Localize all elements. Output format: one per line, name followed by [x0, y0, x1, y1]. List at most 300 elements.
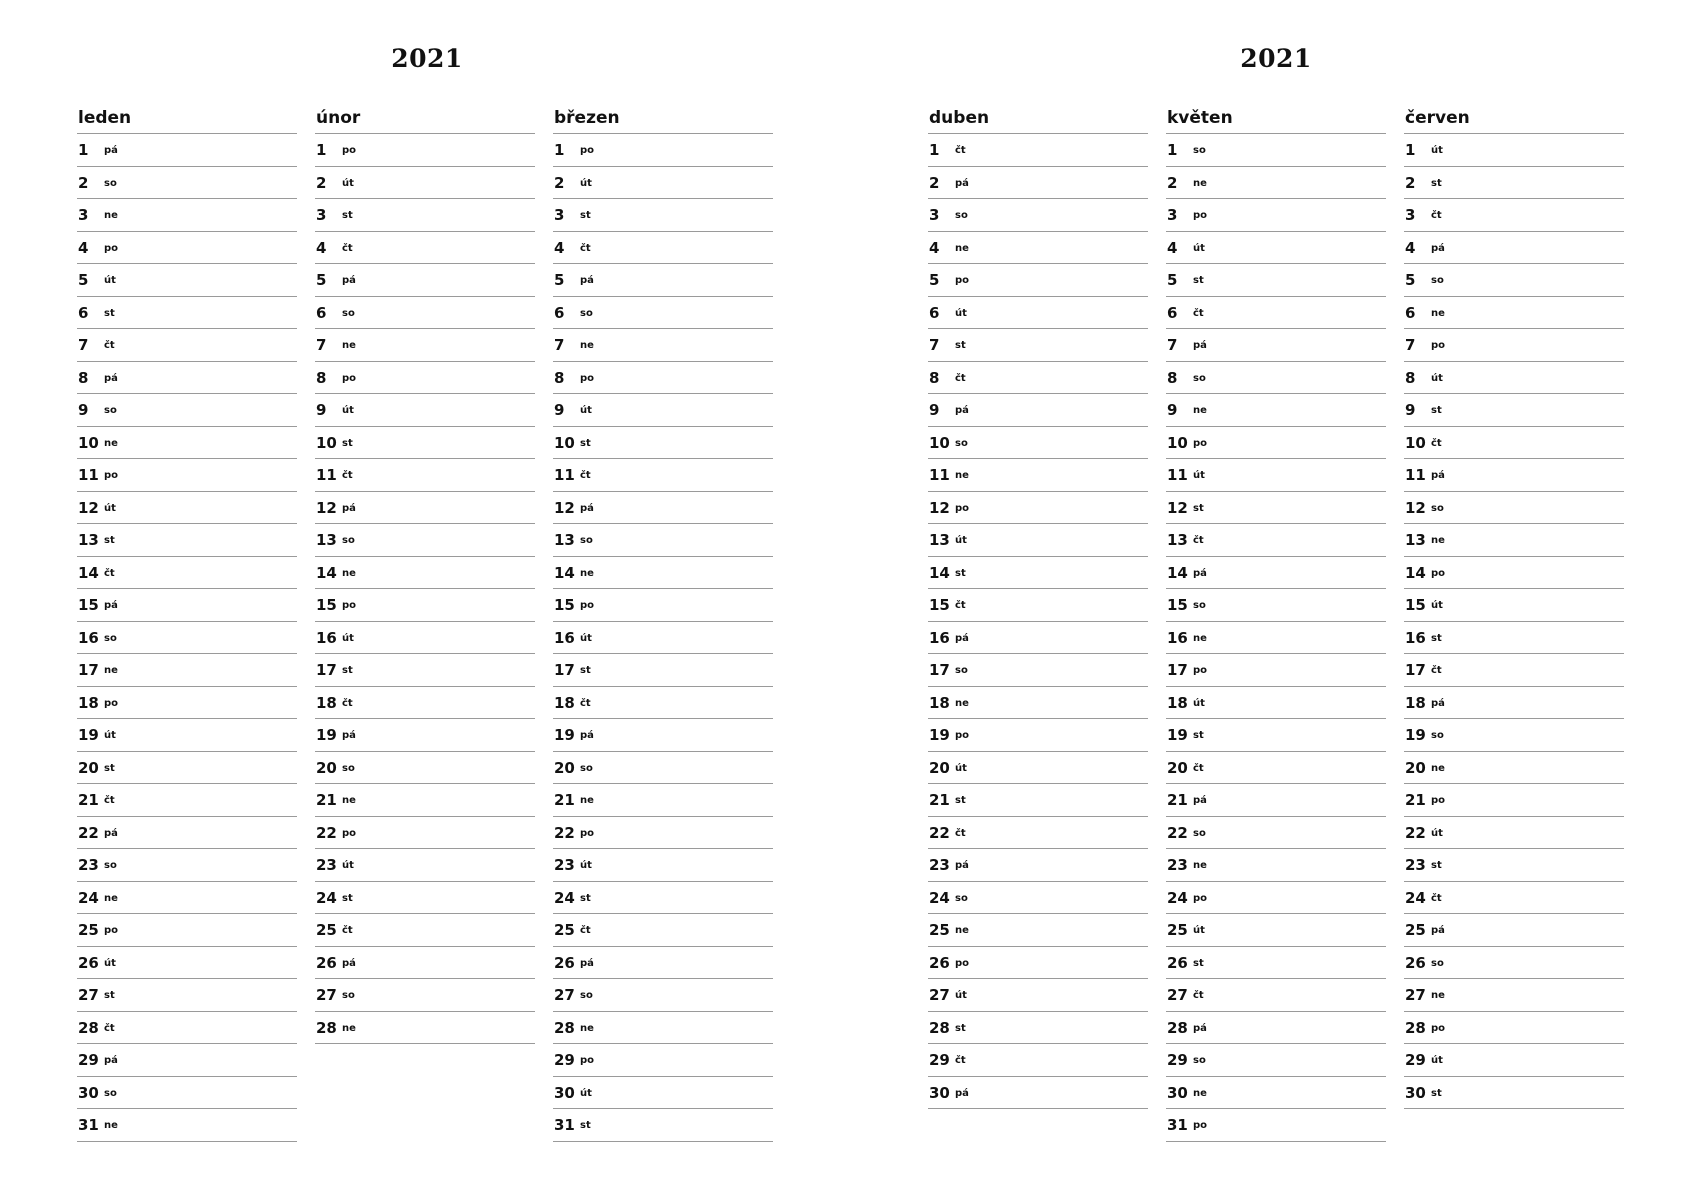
- day-row: [553, 557, 773, 590]
- day-number: 6: [1405, 303, 1416, 322]
- day-number: 31: [78, 1116, 99, 1134]
- month-column: [928, 104, 1148, 1109]
- weekday-abbreviation: st: [1431, 632, 1442, 644]
- weekday-abbreviation: čt: [1193, 307, 1204, 319]
- day-row: [1404, 362, 1624, 395]
- day-number: 15: [1405, 596, 1426, 614]
- weekday-abbreviation: ne: [580, 1022, 594, 1034]
- weekday-abbreviation: ne: [1431, 762, 1445, 774]
- weekday-abbreviation: čt: [580, 697, 591, 709]
- day-row: [1404, 524, 1624, 557]
- day-number: 19: [554, 726, 575, 744]
- weekday-abbreviation: pá: [955, 860, 969, 871]
- weekday-abbreviation: po: [342, 372, 357, 384]
- day-number: 3: [316, 206, 327, 224]
- day-number: 25: [554, 921, 575, 939]
- day-number: 24: [929, 888, 950, 907]
- day-number: 31: [554, 1116, 575, 1134]
- day-row: [928, 622, 1148, 655]
- weekday-abbreviation: so: [1431, 957, 1444, 969]
- day-number: 19: [1167, 726, 1188, 744]
- day-number: 11: [554, 466, 575, 484]
- weekday-abbreviation: út: [955, 535, 967, 546]
- day-number: 6: [316, 303, 327, 322]
- weekday-abbreviation: út: [580, 177, 592, 189]
- weekday-abbreviation: út: [1431, 372, 1443, 384]
- weekday-abbreviation: so: [1193, 600, 1206, 611]
- day-number: 30: [1405, 1083, 1426, 1102]
- weekday-abbreviation: čt: [955, 827, 966, 839]
- weekday-abbreviation: so: [104, 632, 117, 644]
- weekday-abbreviation: út: [1193, 697, 1205, 709]
- weekday-abbreviation: út: [580, 860, 592, 871]
- weekday-abbreviation: pá: [580, 957, 594, 969]
- day-number: 15: [316, 596, 337, 614]
- weekday-abbreviation: út: [580, 632, 592, 644]
- day-row: [928, 979, 1148, 1012]
- day-row: [77, 589, 297, 622]
- day-number: 16: [1167, 628, 1188, 647]
- weekday-abbreviation: pá: [104, 372, 118, 384]
- weekday-abbreviation: po: [955, 275, 970, 286]
- weekday-abbreviation: so: [342, 535, 355, 546]
- day-number: 23: [929, 856, 950, 874]
- weekday-abbreviation: pá: [1193, 795, 1207, 806]
- weekday-abbreviation: so: [104, 860, 117, 871]
- day-number: 14: [78, 563, 99, 582]
- day-row: [1166, 394, 1386, 427]
- day-row: [1166, 784, 1386, 817]
- day-row: [928, 914, 1148, 947]
- day-number: 11: [1167, 466, 1188, 484]
- day-number: 10: [554, 433, 575, 452]
- day-number: 20: [1167, 758, 1188, 777]
- weekday-abbreviation: st: [342, 437, 353, 449]
- weekday-abbreviation: po: [1431, 567, 1446, 579]
- day-number: 9: [1167, 401, 1178, 419]
- day-number: 2: [78, 173, 89, 192]
- day-row: [1404, 589, 1624, 622]
- day-number: 17: [929, 661, 950, 679]
- weekday-abbreviation: ne: [342, 340, 356, 351]
- day-number: 26: [316, 953, 337, 972]
- day-number: 3: [78, 206, 89, 224]
- day-number: 20: [316, 758, 337, 777]
- day-number: 28: [1167, 1018, 1188, 1037]
- weekday-abbreviation: po: [955, 502, 970, 514]
- day-number: 22: [929, 823, 950, 842]
- day-row: [315, 427, 535, 460]
- weekday-abbreviation: so: [1193, 827, 1206, 839]
- day-row: [315, 297, 535, 330]
- day-number: 17: [1167, 661, 1188, 679]
- day-row: [553, 459, 773, 492]
- month-name: březen: [553, 104, 773, 134]
- month-column: [77, 104, 297, 1142]
- weekday-abbreviation: út: [1193, 470, 1205, 481]
- weekday-abbreviation: st: [104, 990, 115, 1001]
- weekday-abbreviation: čt: [1431, 437, 1442, 449]
- weekday-abbreviation: út: [1193, 925, 1205, 936]
- day-number: 20: [78, 758, 99, 777]
- weekday-abbreviation: ne: [955, 697, 969, 709]
- day-number: 27: [929, 986, 950, 1004]
- day-row: [77, 264, 297, 297]
- day-row: [1404, 979, 1624, 1012]
- day-number: 22: [1405, 823, 1426, 842]
- weekday-abbreviation: pá: [580, 275, 594, 286]
- day-row: [77, 817, 297, 850]
- weekday-abbreviation: čt: [342, 242, 353, 254]
- weekday-abbreviation: ne: [104, 665, 118, 676]
- day-row: [315, 492, 535, 525]
- day-number: 28: [929, 1018, 950, 1037]
- day-row: [553, 1109, 773, 1142]
- day-number: 16: [316, 628, 337, 647]
- day-row: [77, 459, 297, 492]
- day-row: [77, 1109, 297, 1142]
- day-number: 7: [929, 336, 940, 354]
- day-row: [77, 947, 297, 980]
- weekday-abbreviation: po: [955, 730, 970, 741]
- weekday-abbreviation: pá: [104, 1055, 118, 1066]
- day-number: 18: [1167, 693, 1188, 712]
- weekday-abbreviation: po: [580, 372, 595, 384]
- day-number: 26: [929, 953, 950, 972]
- day-row: [77, 167, 297, 200]
- day-number: 5: [929, 271, 940, 289]
- day-row: [1404, 557, 1624, 590]
- day-row: [928, 264, 1148, 297]
- day-number: 1: [554, 141, 565, 159]
- weekday-abbreviation: pá: [580, 502, 594, 514]
- weekday-abbreviation: ne: [342, 795, 356, 806]
- day-row: [1404, 687, 1624, 720]
- day-row: [77, 362, 297, 395]
- day-number: 3: [929, 206, 940, 224]
- day-number: 23: [1167, 856, 1188, 874]
- weekday-abbreviation: po: [1431, 1022, 1446, 1034]
- day-number: 10: [78, 433, 99, 452]
- weekday-abbreviation: so: [1431, 502, 1444, 514]
- weekday-abbreviation: so: [580, 307, 593, 319]
- day-row: [77, 1044, 297, 1077]
- day-number: 27: [78, 986, 99, 1004]
- day-row: [1166, 264, 1386, 297]
- day-row: [928, 394, 1148, 427]
- day-number: 2: [554, 173, 565, 192]
- day-row: [1404, 849, 1624, 882]
- day-number: 13: [1167, 531, 1188, 549]
- weekday-abbreviation: st: [342, 210, 353, 221]
- weekday-abbreviation: ne: [955, 470, 969, 481]
- day-number: 2: [1167, 173, 1178, 192]
- day-row: [315, 882, 535, 915]
- weekday-abbreviation: út: [1431, 600, 1443, 611]
- weekday-abbreviation: pá: [1193, 340, 1207, 351]
- day-row: [553, 362, 773, 395]
- day-row: [928, 459, 1148, 492]
- day-number: 25: [929, 921, 950, 939]
- day-row: [315, 849, 535, 882]
- day-row: [1166, 492, 1386, 525]
- weekday-abbreviation: čt: [955, 1055, 966, 1066]
- day-row: [315, 784, 535, 817]
- day-row: [1166, 232, 1386, 265]
- weekday-abbreviation: ne: [580, 340, 594, 351]
- weekday-abbreviation: po: [342, 145, 357, 156]
- month-name: duben: [928, 104, 1148, 134]
- day-row: [77, 654, 297, 687]
- weekday-abbreviation: so: [580, 535, 593, 546]
- weekday-abbreviation: pá: [580, 730, 594, 741]
- day-number: 1: [316, 141, 327, 159]
- day-row: [315, 134, 535, 167]
- day-number: 18: [78, 693, 99, 712]
- day-number: 5: [1167, 271, 1178, 289]
- day-row: [553, 427, 773, 460]
- day-row: [1404, 459, 1624, 492]
- weekday-abbreviation: pá: [955, 632, 969, 644]
- day-number: 10: [929, 433, 950, 452]
- day-number: 17: [316, 661, 337, 679]
- day-number: 13: [316, 531, 337, 549]
- weekday-abbreviation: po: [580, 600, 595, 611]
- weekday-abbreviation: ne: [1431, 535, 1445, 546]
- weekday-abbreviation: čt: [104, 795, 115, 806]
- day-row: [553, 1044, 773, 1077]
- day-number: 22: [554, 823, 575, 842]
- day-row: [553, 947, 773, 980]
- day-row: [315, 687, 535, 720]
- weekday-abbreviation: pá: [342, 957, 356, 969]
- day-row: [553, 264, 773, 297]
- day-row: [928, 719, 1148, 752]
- weekday-abbreviation: po: [1193, 210, 1208, 221]
- weekday-abbreviation: so: [104, 177, 117, 189]
- weekday-abbreviation: st: [342, 892, 353, 904]
- weekday-abbreviation: st: [104, 307, 115, 319]
- weekday-abbreviation: út: [104, 730, 116, 741]
- day-row: [928, 752, 1148, 785]
- day-row: [928, 589, 1148, 622]
- day-row: [1404, 719, 1624, 752]
- day-row: [1166, 329, 1386, 362]
- day-row: [553, 199, 773, 232]
- weekday-abbreviation: čt: [580, 470, 591, 481]
- day-row: [928, 654, 1148, 687]
- day-number: 2: [1405, 173, 1416, 192]
- day-number: 13: [554, 531, 575, 549]
- day-row: [928, 492, 1148, 525]
- day-row: [77, 622, 297, 655]
- weekday-abbreviation: so: [955, 437, 968, 449]
- day-row: [1166, 1012, 1386, 1045]
- day-row: [1166, 1109, 1386, 1142]
- day-row: [1404, 427, 1624, 460]
- day-number: 5: [1405, 271, 1416, 289]
- day-row: [1166, 589, 1386, 622]
- weekday-abbreviation: so: [342, 990, 355, 1001]
- day-row: [1404, 167, 1624, 200]
- day-number: 4: [78, 238, 89, 257]
- weekday-abbreviation: ne: [955, 242, 969, 254]
- day-number: 16: [1405, 628, 1426, 647]
- day-row: [553, 882, 773, 915]
- day-number: 13: [929, 531, 950, 549]
- weekday-abbreviation: pá: [1431, 242, 1445, 254]
- weekday-abbreviation: pá: [342, 730, 356, 741]
- day-number: 11: [929, 466, 950, 484]
- day-number: 7: [554, 336, 565, 354]
- weekday-abbreviation: st: [580, 437, 591, 449]
- day-number: 14: [1167, 563, 1188, 582]
- weekday-abbreviation: ne: [1193, 177, 1207, 189]
- day-number: 13: [1405, 531, 1426, 549]
- day-number: 12: [316, 498, 337, 517]
- day-row: [1166, 719, 1386, 752]
- weekday-abbreviation: so: [955, 665, 968, 676]
- month-name: květen: [1166, 104, 1386, 134]
- day-row: [315, 394, 535, 427]
- day-row: [1166, 199, 1386, 232]
- weekday-abbreviation: čt: [104, 567, 115, 579]
- day-number: 6: [929, 303, 940, 322]
- weekday-abbreviation: st: [1193, 502, 1204, 514]
- day-number: 22: [316, 823, 337, 842]
- weekday-abbreviation: čt: [1193, 990, 1204, 1001]
- day-row: [1166, 362, 1386, 395]
- weekday-abbreviation: so: [104, 405, 117, 416]
- day-row: [553, 654, 773, 687]
- weekday-abbreviation: so: [1193, 372, 1206, 384]
- day-row: [315, 654, 535, 687]
- day-number: 28: [554, 1018, 575, 1037]
- day-number: 22: [1167, 823, 1188, 842]
- day-number: 9: [929, 401, 940, 419]
- day-number: 5: [554, 271, 565, 289]
- weekday-abbreviation: st: [1431, 177, 1442, 189]
- day-row: [553, 492, 773, 525]
- day-row: [77, 492, 297, 525]
- day-number: 10: [316, 433, 337, 452]
- day-row: [77, 979, 297, 1012]
- weekday-abbreviation: st: [1431, 405, 1442, 416]
- weekday-abbreviation: út: [104, 502, 116, 514]
- weekday-abbreviation: pá: [1193, 567, 1207, 579]
- weekday-abbreviation: út: [1431, 1055, 1443, 1066]
- day-number: 8: [316, 368, 327, 387]
- day-number: 19: [78, 726, 99, 744]
- weekday-abbreviation: út: [580, 1087, 592, 1099]
- day-row: [553, 134, 773, 167]
- weekday-abbreviation: ne: [342, 567, 356, 579]
- day-row: [1404, 199, 1624, 232]
- weekday-abbreviation: čt: [1193, 535, 1204, 546]
- weekday-abbreviation: po: [104, 925, 119, 936]
- day-row: [77, 849, 297, 882]
- day-row: [553, 232, 773, 265]
- day-number: 19: [929, 726, 950, 744]
- day-number: 14: [554, 563, 575, 582]
- day-number: 17: [1405, 661, 1426, 679]
- day-number: 17: [554, 661, 575, 679]
- weekday-abbreviation: pá: [1431, 925, 1445, 936]
- day-number: 12: [929, 498, 950, 517]
- day-number: 19: [316, 726, 337, 744]
- day-row: [1166, 427, 1386, 460]
- day-row: [77, 199, 297, 232]
- month-column: [553, 104, 773, 1142]
- year-title: 2021: [391, 44, 463, 73]
- day-number: 8: [929, 368, 940, 387]
- day-row: [1166, 134, 1386, 167]
- day-number: 5: [316, 271, 327, 289]
- day-number: 31: [1167, 1116, 1188, 1134]
- day-row: [315, 264, 535, 297]
- day-row: [315, 817, 535, 850]
- weekday-abbreviation: so: [580, 990, 593, 1001]
- day-number: 21: [316, 791, 337, 809]
- day-number: 8: [78, 368, 89, 387]
- day-row: [553, 297, 773, 330]
- day-number: 9: [78, 401, 89, 419]
- day-number: 9: [554, 401, 565, 419]
- day-row: [1404, 134, 1624, 167]
- weekday-abbreviation: čt: [580, 925, 591, 936]
- day-row: [1404, 1077, 1624, 1110]
- day-row: [315, 622, 535, 655]
- year-title: 2021: [1240, 44, 1312, 73]
- weekday-abbreviation: ne: [955, 925, 969, 936]
- weekday-abbreviation: st: [955, 567, 966, 579]
- day-number: 27: [316, 986, 337, 1004]
- weekday-abbreviation: st: [1193, 957, 1204, 969]
- day-number: 24: [1167, 888, 1188, 907]
- day-number: 12: [78, 498, 99, 517]
- day-number: 24: [78, 888, 99, 907]
- day-row: [315, 752, 535, 785]
- day-row: [315, 329, 535, 362]
- day-row: [1404, 914, 1624, 947]
- weekday-abbreviation: čt: [342, 470, 353, 481]
- day-number: 27: [554, 986, 575, 1004]
- day-row: [928, 1012, 1148, 1045]
- day-number: 23: [1405, 856, 1426, 874]
- day-number: 20: [1405, 758, 1426, 777]
- weekday-abbreviation: po: [580, 145, 595, 156]
- day-row: [553, 394, 773, 427]
- weekday-abbreviation: po: [1193, 437, 1208, 449]
- weekday-abbreviation: ne: [580, 795, 594, 806]
- day-row: [553, 784, 773, 817]
- day-row: [1166, 524, 1386, 557]
- weekday-abbreviation: so: [1431, 730, 1444, 741]
- day-row: [928, 687, 1148, 720]
- weekday-abbreviation: st: [955, 1022, 966, 1034]
- weekday-abbreviation: čt: [955, 372, 966, 384]
- weekday-abbreviation: po: [342, 827, 357, 839]
- day-number: 28: [1405, 1018, 1426, 1037]
- month-name: červen: [1404, 104, 1624, 134]
- weekday-abbreviation: po: [580, 827, 595, 839]
- day-row: [553, 849, 773, 882]
- day-row: [1166, 849, 1386, 882]
- weekday-abbreviation: čt: [104, 340, 115, 351]
- day-row: [77, 719, 297, 752]
- weekday-abbreviation: pá: [342, 275, 356, 286]
- weekday-abbreviation: ne: [1193, 860, 1207, 871]
